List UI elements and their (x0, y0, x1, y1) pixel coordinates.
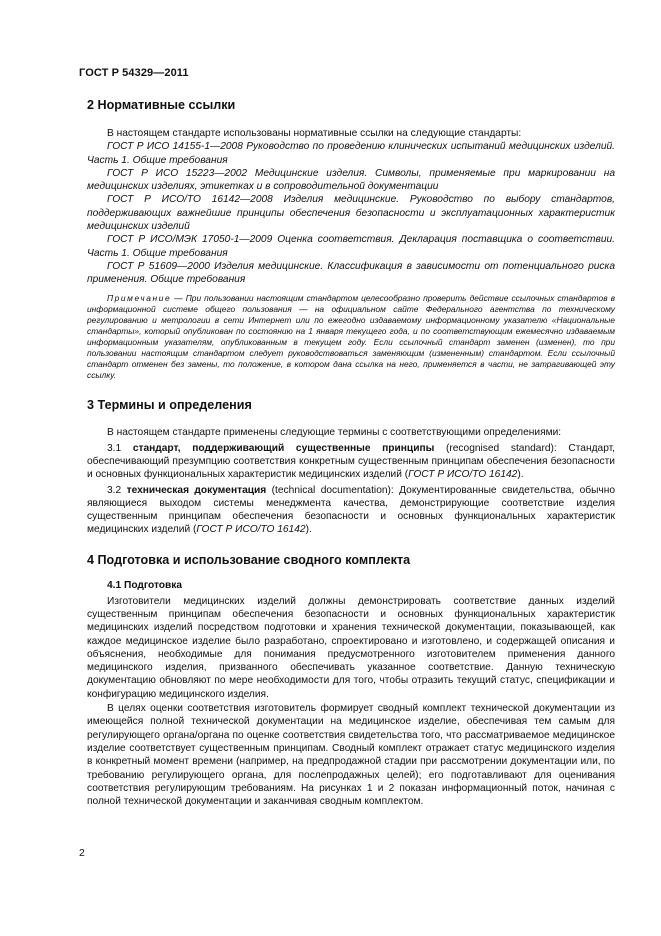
reference-2: ГОСТ Р ИСО 15223—2002 Медицинские изделия. Символы, применяемые при маркировании на медицинских изделиях, этикетках и в сопроводительной документации (87, 167, 615, 193)
section-3-title: 3 Термины и определения (87, 398, 252, 413)
section-2-body (87, 127, 615, 381)
section-4-1-paragraph-1: Изготовители медицинских изделий должны демонстрировать соответствие данных изделий существенным принципам обеспечения безопасности и основных функциональных характеристик медицинских изделий посредством подготовки и хранения технической документации, показывающей, как каждое медицинское изделие было разработано, спроектировано и изготовлено, и содержащей описания и объяснения, необходимые для понимания предусмотренного изготовителем применения данного медицинского изделия, призванного обеспечивать указанное соответствие. Данную техническую документацию обновляют по мере необходимости для того, чтобы отразить текущий статус, спецификации и конфигурацию медицинского изделия. (87, 595, 615, 700)
reference-1: ГОСТ Р ИСО 14155-1—2008 Руководство по проведению клинических испытаний медицинских изделий. Часть 1. Общие требования (87, 141, 615, 166)
term-3-2 (87, 484, 615, 537)
reference-4: ГОСТ Р ИСО/МЭК 17050-1—2009 Оценка соответствия. Декларация поставщика о соответствии. Часть 1. Общие требования (87, 234, 615, 259)
note-paragraph (87, 293, 615, 382)
reference-3: ГОСТ Р ИСО/ТО 16142—2008 Изделия медицинские. Руководство по выбору стандартов, поддерживающих важнейшие принципы обеспечения безопасности и эксплуатационных характеристик медицинских изделий (87, 194, 615, 233)
term-3-1-end: ). (517, 469, 524, 481)
note-text: — При пользовании настоящим стандартом целесообразно проверить действие ссылочных стандартов в информационной системе общего пользования — на официальном сайте Федерального агентства по техническому регулированию и метрологии в сети Интернет или по ежегодно издаваемому информационному указателю «Национальные стандарты», который опубликован по состоянию на 1 января текущего года, и по соответствующим ежемесячно издаваемым информационным указателям, опубликованным в текущем году. Если ссылочный стандарт заменен (изменен), то при пользовании настоящим стандартом следует руководствоваться заменяющим (измененным) стандартом. Если ссылочный стандарт отменен без замены, то положение, в котором дана ссылка на него, применяется в части, не затрагивающей эту ссылку. (87, 292, 615, 381)
section-3-intro: В настоящем стандарте применены следующие термины с соответствующими определениями: (107, 427, 562, 439)
document-header: ГОСТ Р 54329—2011 (79, 67, 189, 79)
term-3-2-number: 3.2 (107, 484, 127, 496)
term-3-1-number: 3.1 (107, 442, 133, 454)
page-content (87, 98, 615, 808)
term-3-2-end: ). (305, 524, 312, 536)
section-3-body (87, 426, 615, 536)
term-3-1-definition: (recognised standard): Стандарт, обеспечивающий презумпцию соответствия конкретным существенным принципам обеспечения безопасности и основных функциональных характеристик медицинских изделий ( (87, 442, 616, 481)
term-3-2-ref: ГОСТ Р ИСО/ТО 16142 (196, 524, 306, 536)
reference-5: ГОСТ Р 51609—2000 Изделия медицинские. Классификация в зависимости от потенциального риска применения. Общие требования (87, 260, 615, 286)
term-3-2-definition: (technical documentation): Документированные свидетельства, обычно являющиеся выходом системы менеджмента качества, демонстрирующие соответствие изделия существенным принципам обеспечения безопасности и основных функциональных характеристик медицинских изделий ( (87, 484, 615, 536)
note-label: Примечание (107, 292, 172, 303)
section-4-title: 4 Подготовка и использование сводного комплекта (87, 552, 411, 567)
term-3-1-ref: ГОСТ Р ИСО/ТО 16142 (408, 469, 518, 481)
subsection-4-1-title: 4.1 Подготовка (107, 579, 183, 591)
page-number: 2 (79, 847, 85, 859)
term-3-2-term: техническая документация (126, 484, 267, 496)
section-2-title: 2 Нормативные ссылки (87, 98, 236, 112)
term-3-1 (87, 442, 615, 482)
term-3-1-term: стандарт, поддерживающий существенные принципы (132, 442, 435, 454)
section-2-intro: В настоящем стандарте использованы нормативные ссылки на следующие стандарты: (107, 128, 522, 139)
section-4-1-paragraph-2: В целях оценки соответствия изготовитель формирует сводный комплект технической документации из имеющейся полной технической документации на медицинское изделие, обеспечивая тем самым для регулирующего органа/органа по оценке соответствия свидетельства того, что рассматриваемое медицинское изделие соответствует существенным принципам. Сводный комплект отражает статус медицинского изделия в конкретный момент времени (например, на предпродажной стадии при рассмотрении документации или, по требованию регулирующего органа, для послепродажных целей); его подготавливают для оценивания соответствия регулирующим требованиям. На рисунках 1 и 2 показан информационный поток, начиная с полной технической документации и заканчивая сводным комплектом. (87, 703, 615, 808)
